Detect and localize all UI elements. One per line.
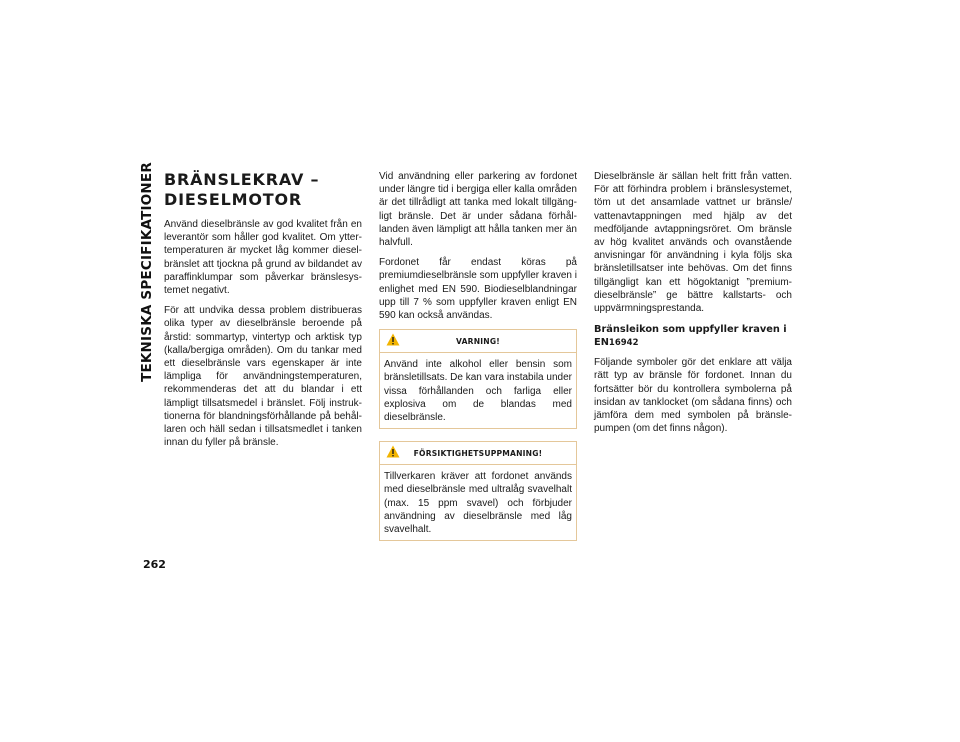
paragraph: För att undvika dessa problem distribueras olika typer av dieselbränsle beroende på årstid: sommartyp, vintertyp och arktisk typ (kalla/bergiga områden). Om du tankar med ett dieselbränsle vars egenskaper är inte lämpliga för användningstemperaturen, rekommenderas det att du blandar i ett lämpligt tillsatsmedel i bränslet. Följ instruktionerna för blandningsförhållande på behållaren och häll sedan i tillsatsmedlet i tanken innan du fyller på bränsle. [164, 305, 362, 449]
column-1 [164, 170, 362, 456]
paragraph: Använd dieselbränsle av god kvalitet från en leverantör som håller god kvalitet. Om yttertemperaturen är mycket låg kommer dieselbränslet att tjockna på grund av bildandet av paraffinklumpar som påverkar bränslesystemet negativt. [164, 219, 362, 297]
caution-box [379, 441, 577, 541]
page-number: 262 [143, 558, 166, 571]
caution-box-body [380, 465, 576, 540]
warning-triangle-icon [386, 333, 400, 346]
warning-label: VARNING! [456, 336, 500, 346]
column-2 [379, 170, 577, 553]
warning-box-body [380, 353, 576, 428]
subheading [594, 323, 792, 350]
page-heading-line-2: DIESELMOTOR [164, 190, 302, 209]
section-side-title [132, 162, 162, 382]
section-title-text: TEKNISKA SPECIFIKATIONER [139, 162, 156, 382]
page-heading [164, 170, 362, 210]
subheading-code: 16942 [608, 338, 639, 349]
column-3 [594, 170, 792, 442]
warning-box [379, 329, 577, 429]
caution-text: Tillverkaren kräver att fordonet används med dieselbränsle med ultralåg svavelhalt (max. 15 ppm svavel) och förbjuder användning av dieselbränsle med låg svavelhalt. [384, 471, 572, 536]
paragraph: Följande symboler gör det enklare att välja rätt typ av bränsle för fordonet. Innan du fortsätter bör du kontrollera symbolerna på insidan av tanklocket (om sådana finns) och jämföra dem med symbolen på bränslepumpen (om det finns någon). [594, 357, 792, 435]
caution-box-header [380, 442, 576, 465]
page-heading-line-1: BRÄNSLEKRAV – [164, 170, 320, 189]
paragraph: Fordonet får endast köras på premiumdieselbränsle som uppfyller kraven i enlighet med EN 590. Biodieselblandningar upp till 7 % som uppfyller kraven enligt EN 590 kan också användas. [379, 257, 577, 322]
subheading-text: Bränsleikon som uppfyller kraven i EN [594, 324, 787, 349]
paragraph: Dieselbränsle är sällan helt fritt från vatten. För att förhindra problem i bränslesystemet, töm ut det ansamlade vattnet ur bränsle/ vattenavtappningen med hjälp av det medföljande avtappningsröret. Om bränsle av hög kvalitet används och ovanstående anvisningar för användning i kyla följs ska bränsletillsatser inte behövas. Om det finns tillgängligt kan ett högoktanigt ”premium-dieselbränsle” ge bättre kallstarts- och uppvärmningsprestanda. [594, 171, 792, 315]
warning-box-header [380, 330, 576, 353]
paragraph: Vid användning eller parkering av fordonet under längre tid i bergiga eller kalla områden är det tillrådligt att tanka med lokalt tillgängligt bränsle. Det är under sådana förhållanden även lämpligt att hålla tanken mer än halvfull. [379, 171, 577, 249]
warning-triangle-icon [386, 445, 400, 458]
caution-label: FÖRSIKTIGHETSUPPMANING! [413, 448, 543, 458]
warning-text: Använd inte alkohol eller bensin som bränsletillsats. De kan vara instabila under vissa förhållanden och farliga eller explosiva om de blandas med dieselbränsle. [384, 359, 572, 424]
